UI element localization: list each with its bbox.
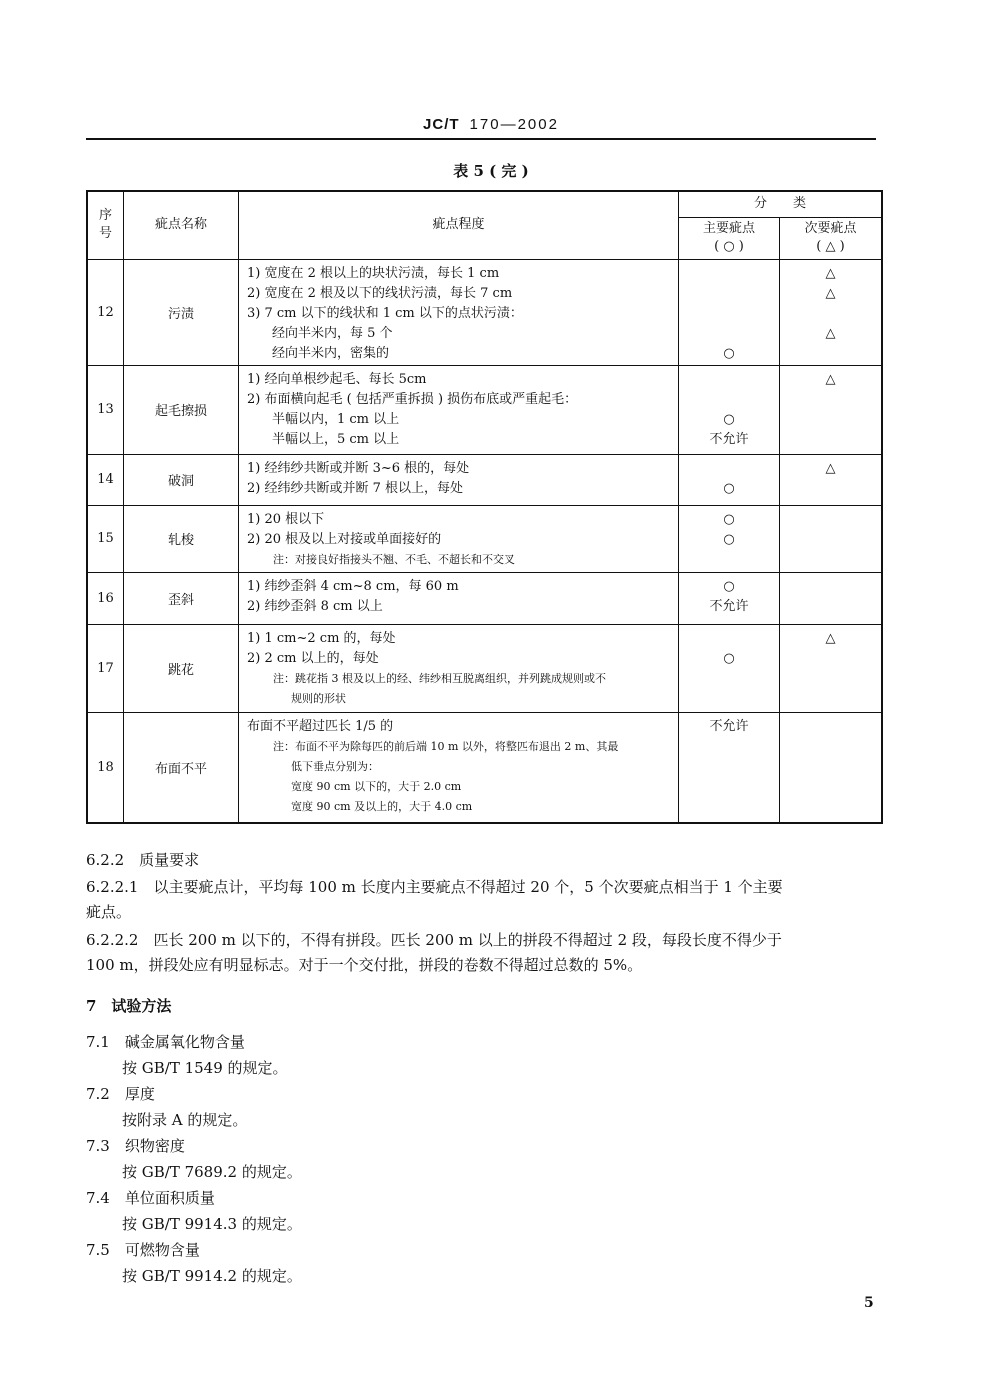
major-mark: ○ [723,578,735,594]
row-number: 15 [87,505,124,572]
major-mark [679,324,779,344]
header-no-line1: 序 [98,208,112,224]
table-row [87,712,882,823]
degree-note: 宽度 90 cm 以下的，大于 2.0 cm [291,779,462,793]
page-header [0,116,982,133]
defect-name: 布面不平 [124,712,239,823]
minor-mark: △ [825,325,836,341]
minor-mark [780,597,881,617]
degree-line: 2) 2 cm 以上的，每处 [247,650,379,666]
degree-line: 半幅以上，5 cm 以上 [272,431,400,447]
major-mark [679,737,779,757]
major-defect-cell [679,572,780,624]
defect-degree [239,259,679,365]
test-method-title: 7.3 织物密度 [86,1137,185,1155]
major-mark [679,757,779,777]
test-method-title: 7.2 厚度 [86,1085,155,1103]
defect-degree [239,365,679,454]
major-mark: ○ [723,650,735,666]
minor-defect-cell [780,572,883,624]
header-minor-label: 次要疵点 [804,221,857,236]
minor-mark: △ [825,630,836,646]
row-number: 14 [87,454,124,505]
minor-mark: △ [825,371,836,387]
major-mark [679,669,779,689]
header-degree: 疵点程度 [239,191,679,259]
minor-mark [780,530,881,550]
defect-table [86,190,883,824]
table-row [87,365,882,454]
degree-line: 1) 宽度在 2 根以上的块状污渍，每长 1 cm [247,265,500,281]
row-number: 13 [87,365,124,454]
major-defect-cell [679,505,780,572]
test-method-reference: 按 GB/T 1549 的规定。 [122,1059,288,1077]
degree-line: 1) 纬纱歪斜 4 cm~8 cm，每 60 m [247,578,459,594]
major-mark [679,304,779,324]
header-minor [780,217,883,259]
section-6-2-2-2-line1: 6.2.2.2 匹长 200 m 以下的，不得有拼段。匹长 200 m 以上的拼段不得超过 2 段，每段长度不得少于 [86,931,782,949]
major-defect-cell [679,365,780,454]
degree-line: 3) 7 cm 以下的线状和 1 cm 以下的点状污渍： [247,305,523,321]
section-7-heading: 7 试验方法 [86,997,172,1015]
minor-mark [780,390,881,410]
degree-line: 1) 1 cm~2 cm 的，每处 [247,630,396,646]
minor-mark [780,479,881,499]
header-minor-symbol: ( △ ) [816,239,845,254]
major-mark [679,390,779,410]
degree-note: 注：布面不平为除每匹的前后端 10 m 以外，将整匹布退出 2 m、其最 [273,739,619,753]
minor-mark [780,737,881,757]
degree-line: 1) 经向单根纱起毛、每长 5cm [247,371,427,387]
major-defect-cell [679,259,780,365]
test-method-reference: 按 GB/T 9914.3 的规定。 [122,1215,302,1233]
major-defect-cell [679,712,780,823]
minor-mark [780,577,881,597]
minor-mark [780,510,881,530]
minor-mark [780,430,881,450]
major-mark [679,284,779,304]
section-6-2-2-1-line2: 疵点。 [86,903,132,921]
degree-line: 2) 经纬纱共断或并断 7 根以上，每处 [247,480,464,496]
major-mark [679,459,779,479]
table-row [87,454,882,505]
major-mark: 不允许 [709,431,749,447]
degree-line: 2) 纬纱歪斜 8 cm 以上 [247,598,383,614]
test-method-reference: 按附录 A 的规定。 [122,1111,248,1129]
defect-name: 歪斜 [124,572,239,624]
degree-note: 低下垂点分别为： [291,759,379,773]
minor-mark [780,717,881,737]
test-method-title: 7.5 可燃物含量 [86,1241,200,1259]
defect-name: 跳花 [124,624,239,712]
major-mark [679,689,779,709]
test-method-reference: 按 GB/T 9914.2 的规定。 [122,1267,302,1285]
degree-note: 规则的形状 [291,691,346,705]
table-row [87,259,882,365]
major-mark: ○ [723,531,735,547]
defect-degree [239,624,679,712]
major-mark: ○ [723,345,735,361]
section-6-2-2-2-line2: 100 m，拼段处应有明显标志。对于一个交付批，拼段的卷数不得超过总数的 5%。 [86,956,643,974]
row-number: 12 [87,259,124,365]
degree-line: 经向半米内，密集的 [272,345,390,361]
header-major-symbol: ( ○ ) [714,239,744,254]
section-6-2-2-1-line1: 6.2.2.1 以主要疵点计，平均每 100 m 长度内主要疵点不得超过 20 个，5 个次要疵点相当于 1 个主要 [86,878,783,896]
minor-mark: △ [825,460,836,476]
major-mark [679,629,779,649]
major-mark: ○ [723,511,735,527]
degree-line: 1) 经纬纱共断或并断 3~6 根的，每处 [247,460,470,476]
major-mark [679,797,779,817]
header-major [679,217,780,259]
row-number: 18 [87,712,124,823]
table-row [87,572,882,624]
minor-mark [780,777,881,797]
major-defect-cell [679,624,780,712]
minor-mark [780,344,881,364]
minor-mark [780,550,881,570]
degree-line: 半幅以内，1 cm 以上 [272,411,400,427]
minor-defect-cell [780,505,883,572]
major-mark: 不允许 [709,598,749,614]
minor-mark [780,304,881,324]
row-number: 16 [87,572,124,624]
degree-line: 2) 宽度在 2 根及以下的线状污渍，每长 7 cm [247,285,513,301]
minor-mark [780,757,881,777]
table-caption: 表 5 ( 完 ) [453,162,529,180]
header-rule [86,138,876,140]
header-major-label: 主要疵点 [702,221,755,236]
test-method-title: 7.4 单位面积质量 [86,1189,215,1207]
major-mark: ○ [723,411,735,427]
degree-line: 2) 布面横向起毛 ( 包括严重拆损 ) 损伤布底或严重起毛： [247,391,578,407]
section-6-2-2: 6.2.2 质量要求 [86,851,200,869]
defect-name: 起毛擦损 [124,365,239,454]
minor-mark: △ [825,265,836,281]
minor-mark [780,797,881,817]
defect-name: 破洞 [124,454,239,505]
degree-note: 注：对接良好指接头不翘、不毛、不超长和不交叉 [273,552,515,566]
degree-line: 2) 20 根及以上对接或单面接好的 [247,531,442,547]
table-row [87,624,882,712]
degree-line: 布面不平超过匹长 1/5 的 [247,718,394,734]
major-mark: ○ [723,480,735,496]
minor-mark: △ [825,285,836,301]
defect-degree [239,454,679,505]
defect-name: 污渍 [124,259,239,365]
major-mark [679,264,779,284]
defect-name: 轧梭 [124,505,239,572]
header-no [87,191,124,259]
header-classification: 分 类 [679,191,883,217]
defect-degree [239,712,679,823]
major-mark: 不允许 [709,718,749,734]
defect-degree [239,505,679,572]
minor-mark [780,410,881,430]
minor-defect-cell [780,365,883,454]
degree-note: 注：跳花指 3 根及以上的经、纬纱相互脱离组织，并列跳成规则或不 [273,671,606,685]
header-no-line2: 号 [98,226,112,242]
minor-mark [780,669,881,689]
major-defect-cell [679,454,780,505]
degree-note: 宽度 90 cm 及以上的，大于 4.0 cm [291,799,473,813]
major-mark [679,550,779,570]
test-method-reference: 按 GB/T 7689.2 的规定。 [122,1163,302,1181]
minor-defect-cell [780,712,883,823]
standard-code: JC/T [423,116,460,133]
minor-defect-cell [780,454,883,505]
standard-number: 170—2002 [469,116,559,133]
header-name: 疵点名称 [124,191,239,259]
defect-degree [239,572,679,624]
degree-line: 经向半米内，每 5 个 [272,325,393,341]
major-mark [679,370,779,390]
minor-mark [780,649,881,669]
major-mark [679,777,779,797]
table-row [87,505,882,572]
page-number: 5 [864,1295,874,1311]
minor-defect-cell [780,624,883,712]
degree-line: 1) 20 根以下 [247,511,325,527]
minor-mark [780,689,881,709]
minor-defect-cell [780,259,883,365]
test-method-title: 7.1 碱金属氧化物含量 [86,1033,245,1051]
row-number: 17 [87,624,124,712]
